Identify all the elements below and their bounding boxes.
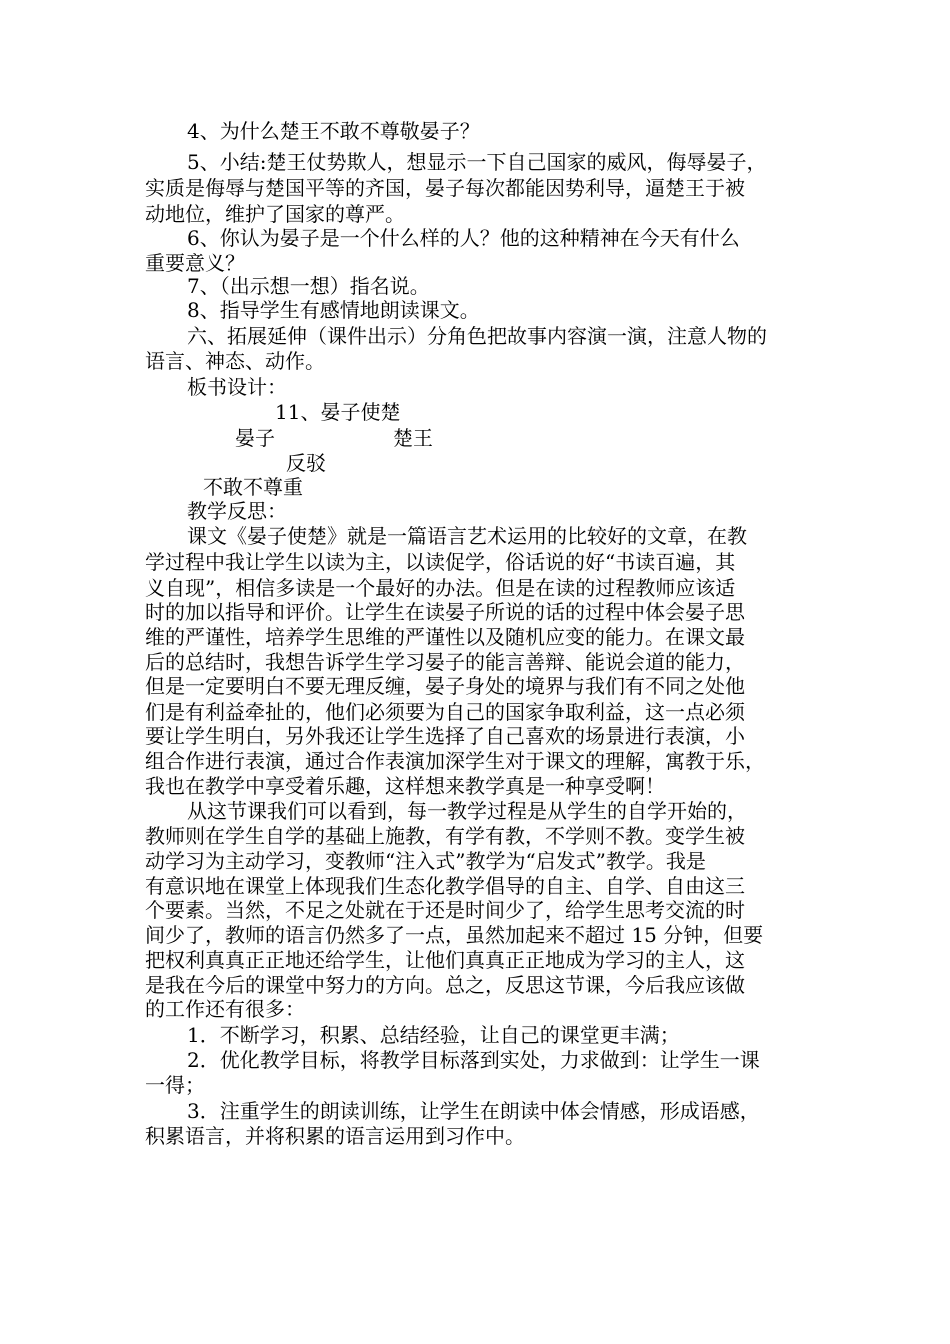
text-line: 重要意义？ [145, 251, 245, 275]
text-line: 4、为什么楚王不敢不尊敬晏子？ [187, 119, 480, 143]
text-line: 实质是侮辱与楚国平等的齐国，晏子每次都能因势利导，逼楚王于被 [145, 176, 745, 200]
text-line: 义自现”，相信多读是一个最好的办法。但是在读的过程教师应该适 [145, 576, 736, 600]
text-line: 6、你认为晏子是一个什么样的人？他的这种精神在今天有什么 [187, 226, 740, 250]
text-line: 动地位，维护了国家的尊严。 [145, 202, 405, 226]
text-line: 组合作进行表演，通过合作表演加深学生对于课文的理解，寓教于乐， [145, 749, 765, 773]
text-line: 5、小结:楚王仗势欺人，想显示一下自己国家的威风，侮辱晏子， [187, 150, 767, 174]
blackboard-yanzi: 晏子 [235, 426, 275, 450]
text-line: 是我在今后的课堂中努力的方向。总之，反思这节课，今后我应该做 [145, 973, 745, 997]
text-line: 个要素。当然，不足之处就在于还是时间少了，给学生思考交流的时 [145, 898, 745, 922]
text-line: 维的严谨性，培养学生思维的严谨性以及随机应变的能力。在课文最 [145, 625, 745, 649]
text-line: 从这节课我们可以看到，每一教学过程是从学生的自学开始的， [187, 799, 747, 823]
text-line: 积累语言，并将积累的语言运用到习作中。 [145, 1124, 525, 1148]
text-line: 8、指导学生有感情地朗读课文。 [187, 298, 480, 322]
blackboard-chuwang: 楚王 [393, 426, 433, 450]
text-line: 语言、神态、动作。 [145, 349, 325, 373]
blackboard-respect: 不敢不尊重 [203, 475, 303, 499]
text-line: 7、（出示想一想）指名说。 [187, 274, 430, 298]
text-line: 时的加以指导和评价。让学生在读晏子所说的话的过程中体会晏子思 [145, 600, 745, 624]
text-line: 我也在教学中享受着乐趣，这样想来教学真是一种享受啊！ [145, 774, 665, 798]
text-line: 把权利真真正正地还给学生，让他们真真正正地成为学习的主人，这 [145, 948, 745, 972]
text-line: 有意识地在课堂上体现我们生态化教学倡导的自主、自学、自由这三 [145, 874, 745, 898]
text-line: 课文《晏子使楚》就是一篇语言艺术运用的比较好的文章，在教 [187, 524, 747, 548]
blackboard-heading: 板书设计： [187, 375, 287, 399]
text-line: 后的总结时，我想告诉学生学习晏子的能言善辩、能说会道的能力， [145, 650, 745, 674]
text-line: 但是一定要明白不要无理反缠，晏子身处的境界与我们有不同之处他 [145, 674, 745, 698]
list-item: 2．优化教学目标，将教学目标落到实处，力求做到：让学生一课 [187, 1048, 760, 1072]
list-item: 1．不断学习，积累、总结经验，让自己的课堂更丰满； [187, 1023, 680, 1047]
blackboard-title: 11、晏子使楚 [275, 400, 401, 424]
text-line: 的工作还有很多： [145, 997, 305, 1021]
text-line: 们是有利益牵扯的，他们必须要为自己的国家争取利益，这一点必须 [145, 700, 745, 724]
list-item: 3．注重学生的朗读训练，让学生在朗读中体会情感，形成语感， [187, 1099, 760, 1123]
blackboard-rebut: 反驳 [286, 451, 326, 475]
text-line: 一得； [145, 1073, 205, 1097]
text-line: 要让学生明白，另外我还让学生选择了自己喜欢的场景进行表演，小 [145, 724, 745, 748]
text-line: 间少了，教师的语言仍然多了一点，虽然加起来不超过 15 分钟，但要 [145, 923, 764, 947]
reflection-heading: 教学反思： [187, 499, 287, 523]
text-line: 学过程中我让学生以读为主，以读促学，俗话说的好“书读百遍，其 [145, 550, 736, 574]
text-line: 教师则在学生自学的基础上施教，有学有教，不学则不教。变学生被 [145, 824, 745, 848]
text-line: 动学习为主动学习，变教师“注入式”教学为“启发式”教学。我是 [145, 849, 706, 873]
text-line: 六、拓展延伸（课件出示）分角色把故事内容演一演，注意人物的 [187, 324, 767, 348]
